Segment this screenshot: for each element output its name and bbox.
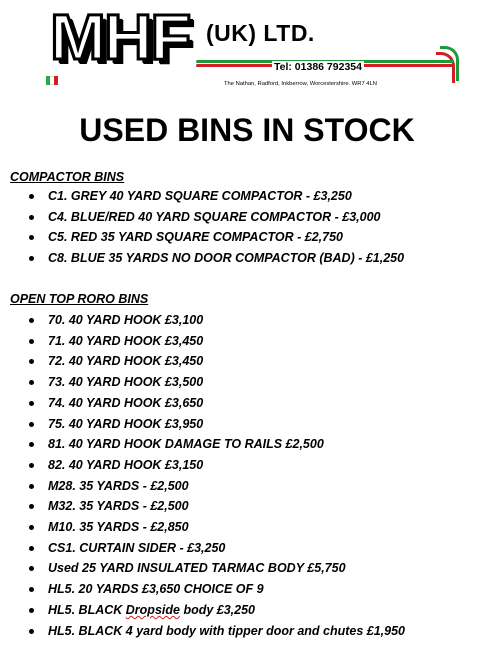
roro-bins-list xyxy=(26,310,405,641)
list-item: 72. 40 YARD HOOK £3,450 xyxy=(26,351,405,372)
list-item: 75. 40 YARD HOOK £3,950 xyxy=(26,414,405,435)
list-item: 82. 40 YARD HOOK £3,150 xyxy=(26,455,405,476)
spellcheck-marked-word: Dropside xyxy=(125,602,180,617)
section-heading-roro: OPEN TOP RORO BINS xyxy=(10,292,149,306)
page-title: USED BINS IN STOCK xyxy=(79,112,415,148)
list-item: CS1. CURTAIN SIDER - £3,250 xyxy=(26,538,405,559)
letterhead xyxy=(0,0,494,100)
italian-flag-icon xyxy=(46,76,58,85)
list-item: C5. RED 35 YARD SQUARE COMPACTOR - £2,750 xyxy=(26,227,404,248)
list-item: 74. 40 YARD HOOK £3,650 xyxy=(26,393,405,414)
list-item: C8. BLUE 35 YARDS NO DOOR COMPACTOR (BAD) - £1,250 xyxy=(26,248,404,269)
list-item: HL5. BLACK 4 yard body with tipper door and chutes £1,950 xyxy=(26,621,405,642)
list-item: M28. 35 YARDS - £2,500 xyxy=(26,476,405,497)
section-heading-compactor: COMPACTOR BINS xyxy=(10,170,125,184)
list-item: 81. 40 YARD HOOK DAMAGE TO RAILS £2,500 xyxy=(26,434,405,455)
red-stripe-curve xyxy=(436,52,455,83)
list-item: HL5. 20 YARDS £3,650 CHOICE OF 9 xyxy=(26,579,405,600)
list-item: C4. BLUE/RED 40 YARD SQUARE COMPACTOR - £3,000 xyxy=(26,207,404,228)
company-suffix: (UK) LTD. xyxy=(206,20,315,46)
list-item: M10. 35 YARDS - £2,850 xyxy=(26,517,405,538)
company-address: The Nathan, Radford, Inkberrow, Worcestershire. WR7 4LN xyxy=(224,81,377,87)
compactor-bins-list xyxy=(26,186,404,269)
list-item: Used 25 YARD INSULATED TARMAC BODY £5,750 xyxy=(26,558,405,579)
telephone-number: Tel: 01386 792354 xyxy=(274,61,362,73)
list-item: HL5. BLACK Dropside body £3,250 xyxy=(26,600,405,621)
list-item: M32. 35 YARDS - £2,500 xyxy=(26,496,405,517)
company-logo: MHF xyxy=(50,1,190,73)
list-item: 70. 40 YARD HOOK £3,100 xyxy=(26,310,405,331)
list-item: C1. GREY 40 YARD SQUARE COMPACTOR - £3,250 xyxy=(26,186,404,207)
list-item: 71. 40 YARD HOOK £3,450 xyxy=(26,331,405,352)
list-item: 73. 40 YARD HOOK £3,500 xyxy=(26,372,405,393)
